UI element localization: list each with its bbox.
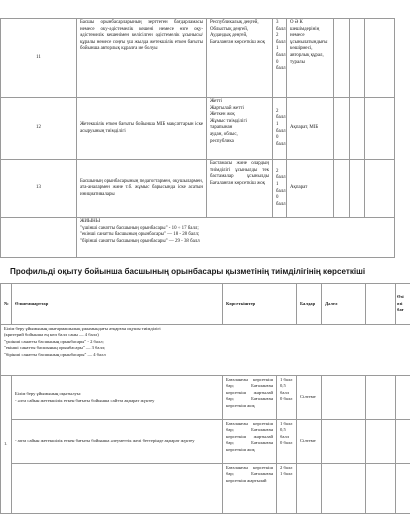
- header-fragment: өзі: [397, 300, 403, 306]
- criteria-table-top: [0, 18, 395, 258]
- table-row: [1, 464, 410, 514]
- header-fragment: Өзі: [397, 294, 404, 300]
- level-item: Жұмыс тиімділігі тарапынан: [210, 118, 247, 131]
- level-list: [207, 19, 273, 98]
- intro-line: "бірінші санатты басшының орынбасары" — 4 балл: [4, 351, 106, 357]
- level-item: Облыстық деңгей,: [210, 26, 249, 32]
- header-fragment: бағ: [397, 307, 404, 313]
- row-number: 11: [1, 19, 77, 98]
- points-item: 0 балл: [276, 195, 286, 207]
- table-header-row: [1, 284, 410, 325]
- col-header-self-assessment: [396, 284, 410, 325]
- points-item: 1 балл: [276, 121, 286, 134]
- intro-line: "үшінші санатты басшының орынбасары" - 2 балл;: [4, 338, 104, 344]
- col-header-points: Балдар: [297, 284, 322, 325]
- empty-cell: [1, 218, 77, 258]
- points-list: [277, 376, 297, 420]
- source-item: Ақпарат, МІБ: [290, 125, 319, 131]
- level-item: Жартылай жетті: [210, 105, 244, 111]
- source-text: Сілтеме: [297, 376, 322, 420]
- level-item: Республикалық деңгей,: [210, 20, 259, 25]
- indicator-text: Бағаланған көрсеткіш бар; Бағаланған көрсеткіш жартылай: [223, 464, 277, 514]
- empty-cell: [366, 376, 396, 420]
- empty-cell: [396, 376, 410, 420]
- section-title: Профильді оқыту бойынша басшының орынбасары қызметінің тиімділігінің көрсеткіші: [10, 267, 366, 276]
- empty-cell: [365, 98, 395, 160]
- level-item: аудан, облыс,: [210, 131, 238, 137]
- summary-row: [1, 218, 395, 258]
- points-item: 1 балл: [280, 471, 293, 477]
- empty-cell: [322, 420, 366, 464]
- points-item: 1 балл: [280, 421, 293, 426]
- table-row: [1, 420, 410, 464]
- level-item: Жеткен жоқ: [210, 112, 235, 118]
- points-item: 2 балл: [276, 33, 286, 45]
- source-text: Сілтеме: [297, 420, 322, 464]
- source-item: авторлық құрал,: [290, 52, 324, 58]
- table-row: [1, 19, 395, 98]
- table-row: [1, 325, 410, 376]
- empty-cell: [366, 284, 396, 325]
- source-item: О Ә К шешімдерінің немесе: [290, 20, 320, 39]
- summary-line: "екінші санатты басшының орынбасары" — 18 - 28 балл;: [80, 232, 200, 238]
- source-list: [287, 160, 334, 218]
- empty-cell: [350, 160, 365, 218]
- intro-line: "екінші санатты басшының орынбасары" — 3 балл;: [4, 345, 106, 351]
- summary-line: ЖИЫНЫ: [80, 219, 100, 224]
- points-item: 0 балл: [276, 59, 286, 72]
- empty-cell: [350, 19, 365, 98]
- summary-line: "үшінші санатты басшының орынбасары" - 10 ÷ 17 балл;: [80, 225, 199, 231]
- empty-cell: [365, 160, 395, 218]
- points-item: 1 балл: [276, 181, 286, 194]
- points-list: [277, 464, 297, 514]
- col-header-criteria: Өлшемшарттар: [12, 284, 223, 325]
- table-row: [1, 376, 410, 420]
- points-item: 0 балл: [280, 440, 293, 446]
- empty-cell: [334, 19, 350, 98]
- points-list: [277, 420, 297, 464]
- points-item: 2 балл: [276, 108, 286, 121]
- indicator-text: Бағаланған көрсеткіш бар; Бағаланған көрсеткіш жартылай бар; Бағаланған көрсеткіш жоқ: [223, 420, 277, 464]
- criterion-line: - әлта сайын жетекшілік еткен бағыты бойынша сайтта ақпарат жүктеу: [15, 397, 155, 403]
- points-item: 3 балл: [276, 20, 286, 32]
- points-item: 0,5 балл: [280, 427, 290, 439]
- row-number: 1.: [1, 376, 12, 514]
- criterion-intro: [1, 325, 410, 376]
- summary-text: [77, 218, 395, 258]
- indicator-text: Басшы орынбасарларының зерттеген бағдарламасы немесе оку-әдістемелік кешені немесе өзге оқу-әдістемелік кешенімен келісілген әдістемелік ұсынысы/құралы немесе соңғы үш жылда жетекшілік еткен бағыты бойынша авторлық кұралға ие болуы: [77, 19, 207, 98]
- empty-cell: [350, 98, 365, 160]
- source-item: көшірмесі,: [290, 46, 313, 52]
- level-item: Жетті: [210, 99, 222, 104]
- source-item: туралы: [290, 59, 305, 65]
- points-list: [273, 160, 287, 218]
- points-item: 0,5 балл: [280, 383, 290, 395]
- points-item: 1 балл: [276, 46, 286, 58]
- indicator-text: Жетекшілік еткен бағыты бойынша МІБ мақсаттарын іске асыруының тиімділігі: [77, 98, 207, 160]
- criteria-table-bottom: [0, 283, 410, 514]
- points-list: [273, 19, 287, 98]
- empty-cell: [334, 160, 350, 218]
- source-item: ұсынылатындығы: [290, 39, 328, 45]
- empty-cell: [366, 464, 396, 514]
- source-list: [287, 19, 334, 98]
- points-list: [273, 98, 287, 160]
- points-item: 0 балл: [280, 396, 293, 402]
- criterion-text: [12, 464, 223, 514]
- empty-cell: [396, 464, 410, 514]
- empty-cell: [365, 19, 395, 98]
- table-row: [1, 98, 395, 160]
- table-row: [1, 160, 395, 218]
- empty-cell: [322, 376, 366, 420]
- col-header-source: Дәлел: [322, 284, 366, 325]
- level-list: [207, 98, 273, 160]
- source-list: [287, 98, 334, 160]
- col-header-indicators: Көрсеткіштер: [223, 284, 297, 325]
- points-item: 0 балл: [276, 135, 286, 147]
- intro-line: (критерий бойынша ең көп балл саны — 4 балл): [4, 332, 99, 338]
- level-item: Аудандық деңгей,: [210, 33, 248, 39]
- criterion-line: Білім беру ұйымының оқытылуы:: [15, 391, 82, 397]
- indicator-text: Басшының орынбасарының педагогтармен, оқушылармен, ата-аналармен және т.б. жұмыс барысында іске асатын инициативалары: [77, 160, 207, 218]
- source-text: [297, 464, 322, 514]
- points-item: 2 балл: [280, 465, 293, 470]
- empty-cell: [334, 98, 350, 160]
- criterion-text: [12, 420, 223, 464]
- empty-cell: [366, 420, 396, 464]
- empty-cell: [322, 464, 366, 514]
- intro-line: Білім беру ұйымының шығармашылық ұжымындағы атқарған оқушы тиімділігі: [4, 326, 161, 331]
- row-number: 12: [1, 98, 77, 160]
- points-item: 1 балл: [280, 377, 293, 382]
- row-number: 13: [1, 160, 77, 218]
- empty-cell: [396, 420, 410, 464]
- criterion-text: [12, 376, 223, 420]
- summary-line: "бірінші санатты басшының орынбасары" — 29 - 38 балл: [80, 238, 200, 244]
- criterion-line: - апта сайын жетекшілік еткен бағыты бойынша әлеуметтік желі беттерінде ақпарат жүктеу: [15, 438, 195, 444]
- indicator-text: Бағаланған көрсеткіш бар; Бағаланған көрсеткіш жартылай бар; Бағаланған көрсеткіш жоқ: [223, 376, 277, 420]
- col-header-num: №: [1, 284, 12, 325]
- level-item: республика: [210, 138, 234, 144]
- level-item: Бағаланған көрсеткіш жоқ: [210, 39, 266, 45]
- points-item: 2 балл: [276, 168, 286, 181]
- level-list: Бастамасы және олардың тиімділігі ұсынылды тек бастамалар ұсынылды Бағаланған көрсеткіш жоқ: [207, 160, 273, 218]
- source-item: Ақпарат: [290, 185, 308, 191]
